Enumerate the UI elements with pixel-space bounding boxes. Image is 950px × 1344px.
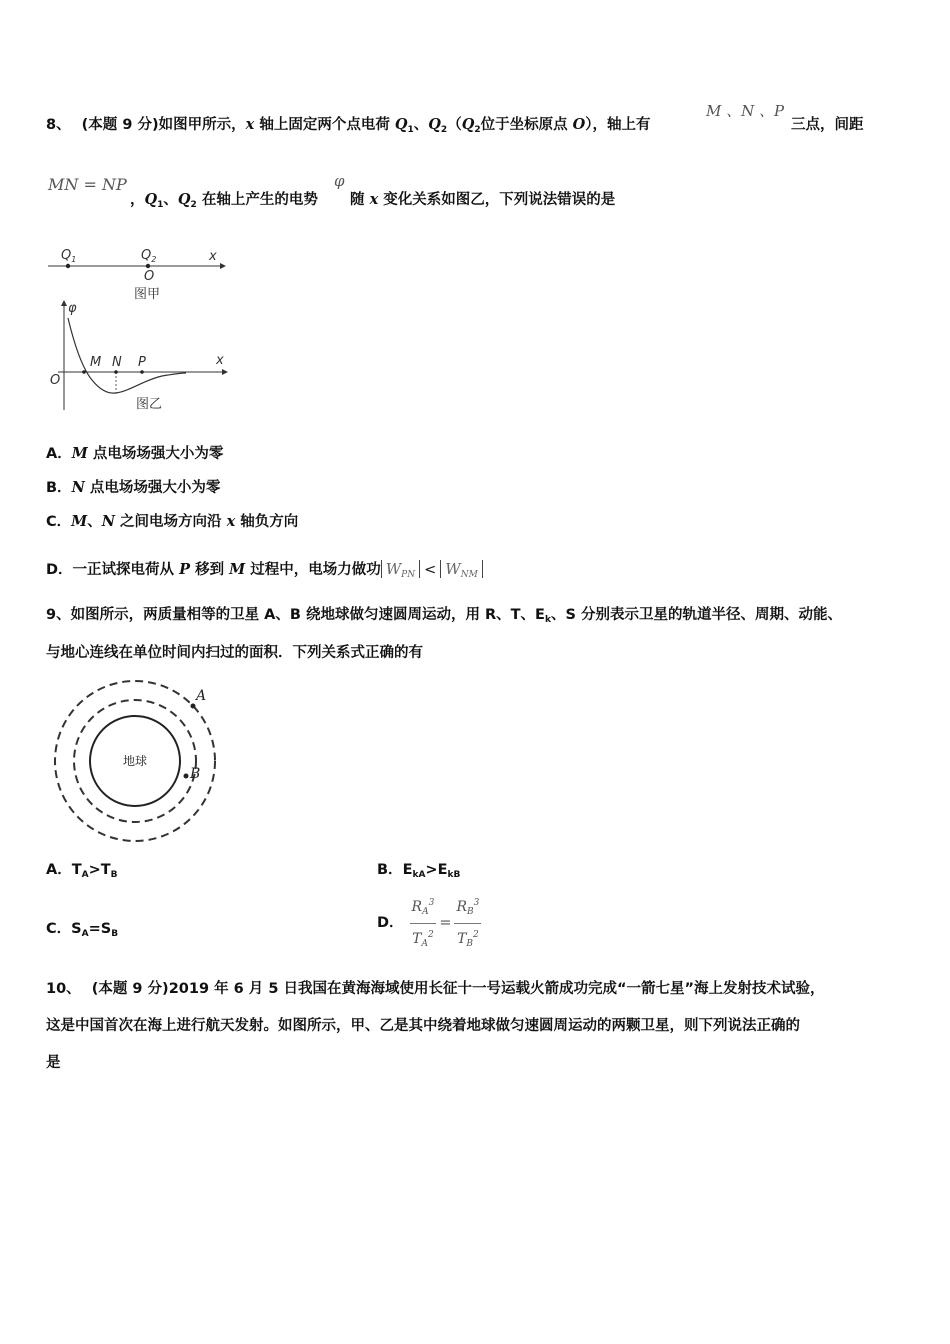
option-letter: B．: [46, 480, 72, 496]
q8-line2-q1-sub: 1: [157, 200, 164, 210]
option-var: M: [71, 445, 88, 462]
q8-line2-text-d: 变化关系如图乙，下列说法错误的是: [378, 192, 616, 208]
p-point: [140, 370, 144, 374]
m-point: [82, 370, 86, 374]
option-text: 点电场场强大小为零: [84, 480, 221, 496]
q8-option-d[interactable]: [46, 559, 483, 585]
q9-text: 9、如图所示，两质量相等的卫星 A、B 绕地球做匀速圆周运动，用 R、T、E: [46, 607, 545, 623]
q9-line1: [46, 605, 842, 630]
option-sep: 、: [87, 514, 102, 530]
axis-arrow-icon: [220, 263, 226, 269]
q1-label: $Q_1$: [61, 248, 77, 264]
q10-score: (本题 9 分): [91, 981, 169, 997]
q10-line1: [46, 979, 825, 999]
option-text: 点电场场强大小为零: [87, 446, 224, 462]
x-axis-label: x: [209, 249, 217, 264]
satellite-b-dot: [184, 774, 189, 779]
w-nm-abs: $W_{NM}$: [440, 560, 483, 578]
q10-line3: 是: [46, 1055, 61, 1071]
option-letter: A．: [46, 446, 72, 462]
phi-label: φ: [68, 301, 77, 316]
satellite-a-dot: [191, 704, 196, 709]
q2-charge-dot: [146, 264, 150, 268]
q8-phi: φ: [334, 172, 345, 190]
q8-text-a: 如图甲所示，: [158, 117, 246, 133]
q8-line1: [46, 115, 651, 140]
less-than: <: [424, 562, 437, 578]
q8-figure-jia: [44, 242, 234, 304]
x-label-yi: x: [216, 353, 224, 368]
q8-q2-paren-sub: 2: [474, 125, 481, 135]
phi-axis-arrow-icon: [61, 300, 67, 306]
q8-mnp: M 、N 、P: [706, 102, 785, 120]
option-var: N: [101, 513, 115, 530]
q10-number: 10、: [46, 981, 81, 997]
fraction-a: $\frac{R_A^3}{T_A^2}$: [410, 893, 437, 954]
q8-line2-text-b: 在轴上产生的电势: [196, 192, 318, 208]
n-label: N: [112, 355, 122, 370]
q10-text: 2019 年 6 月 5 日我国在黄海海域使用长征十一号运载火箭成功完成“一箭七星”海上发射技术试验，: [168, 981, 825, 997]
q8-line2-sep: 、: [163, 192, 178, 208]
q8-origin-text: 位于坐标原点: [480, 117, 573, 133]
q8-figure-yi: [44, 298, 234, 416]
q8-line2-rest: [350, 190, 615, 210]
q8-q2-sub: 2: [440, 125, 448, 135]
figure-caption-yi: 图乙: [136, 397, 163, 412]
origin-label: O: [144, 269, 155, 284]
q8-line2-comma: ，: [130, 192, 145, 208]
x-axis-arrow-icon: [222, 369, 228, 375]
q8-q2-paren: Q: [461, 116, 475, 133]
q9-line2: 与地心连线在单位时间内扫过的面积．下列关系式正确的有: [46, 645, 423, 661]
q9-text-end: 、S 分别表示卫星的轨道半径、周期、动能、: [550, 607, 842, 623]
q10-line2: 这是中国首次在海上进行航天发射。如图所示，甲、乙是其中绕着地球做匀速圆周运动的两颗卫星，则下列说法正确的: [46, 1018, 800, 1034]
satellite-b-label: B: [190, 766, 201, 782]
q8-paren-open: （: [447, 117, 462, 133]
q1-charge-dot: [66, 264, 70, 268]
q8-line2: [130, 190, 318, 215]
option-var: M: [71, 513, 88, 530]
q8-line2-text-c: 随: [350, 192, 370, 208]
q8-option-b[interactable]: [46, 478, 220, 498]
q8-equation: MN = NP: [48, 175, 127, 194]
q8-line1-end: 三点，间距: [791, 117, 864, 133]
q8-option-c[interactable]: [46, 512, 298, 532]
w-pn-abs: $W_{PN}$: [381, 560, 420, 578]
option-var: N: [71, 479, 85, 496]
q8-q1-sub: 1: [407, 125, 414, 135]
q8-number: 8、: [46, 117, 71, 133]
q8-q2: Q: [428, 116, 441, 133]
q2-label: $Q_2$: [141, 248, 157, 264]
option-text: 轴负方向: [235, 514, 299, 530]
option-letter: D．: [377, 915, 404, 931]
q9-k-sub: k: [544, 615, 551, 625]
q8-line2-q1: Q: [144, 191, 158, 208]
q8-sep: 、: [413, 117, 429, 133]
option-var: M: [229, 561, 246, 578]
potential-curve: [68, 318, 186, 393]
figure-caption-jia: 图甲: [134, 287, 161, 302]
p-label: P: [138, 355, 146, 370]
option-var: x: [226, 513, 236, 530]
q8-line2-q2-sub: 2: [190, 200, 197, 210]
option-letter: C．: [46, 514, 72, 530]
n-point: [114, 370, 118, 374]
origin-label-yi: O: [50, 373, 61, 388]
option-text: 之间电场方向沿: [114, 514, 227, 530]
option-var: P: [179, 561, 191, 578]
q9-option-b[interactable]: B．$E_{kA}>E_{kB}$: [377, 862, 461, 880]
q8-text-b: 轴上固定两个点电荷: [254, 117, 395, 133]
q9-orbit-figure: [52, 676, 222, 846]
q8-paren-close: ），轴上有: [585, 117, 651, 133]
option-text: 移到: [190, 562, 230, 578]
option-text: 一正试探电荷从: [72, 562, 180, 578]
q9-option-d[interactable]: [377, 896, 481, 950]
q8-line2-q2: Q: [177, 191, 191, 208]
m-label: M: [90, 355, 102, 370]
q8-origin: O: [572, 116, 586, 133]
q8-line2-x: x: [369, 191, 379, 208]
q9-option-a[interactable]: A．$T_A>T_B$: [46, 862, 118, 880]
equals: =: [439, 915, 452, 931]
fraction-b: $\frac{R_B^3}{T_B^2}$: [454, 893, 481, 954]
q8-score: (本题 9 分): [81, 117, 159, 133]
q8-x-var: x: [245, 116, 255, 133]
option-text: 过程中，电场力做功: [245, 562, 381, 578]
option-letter: D．: [46, 562, 73, 578]
q8-q1: Q: [394, 116, 408, 133]
satellite-a-label: A: [196, 688, 207, 704]
earth-label: 地球: [123, 754, 148, 768]
q8-option-a[interactable]: [46, 444, 223, 464]
q9-option-c[interactable]: C．$S_A=S_B$: [46, 921, 119, 939]
